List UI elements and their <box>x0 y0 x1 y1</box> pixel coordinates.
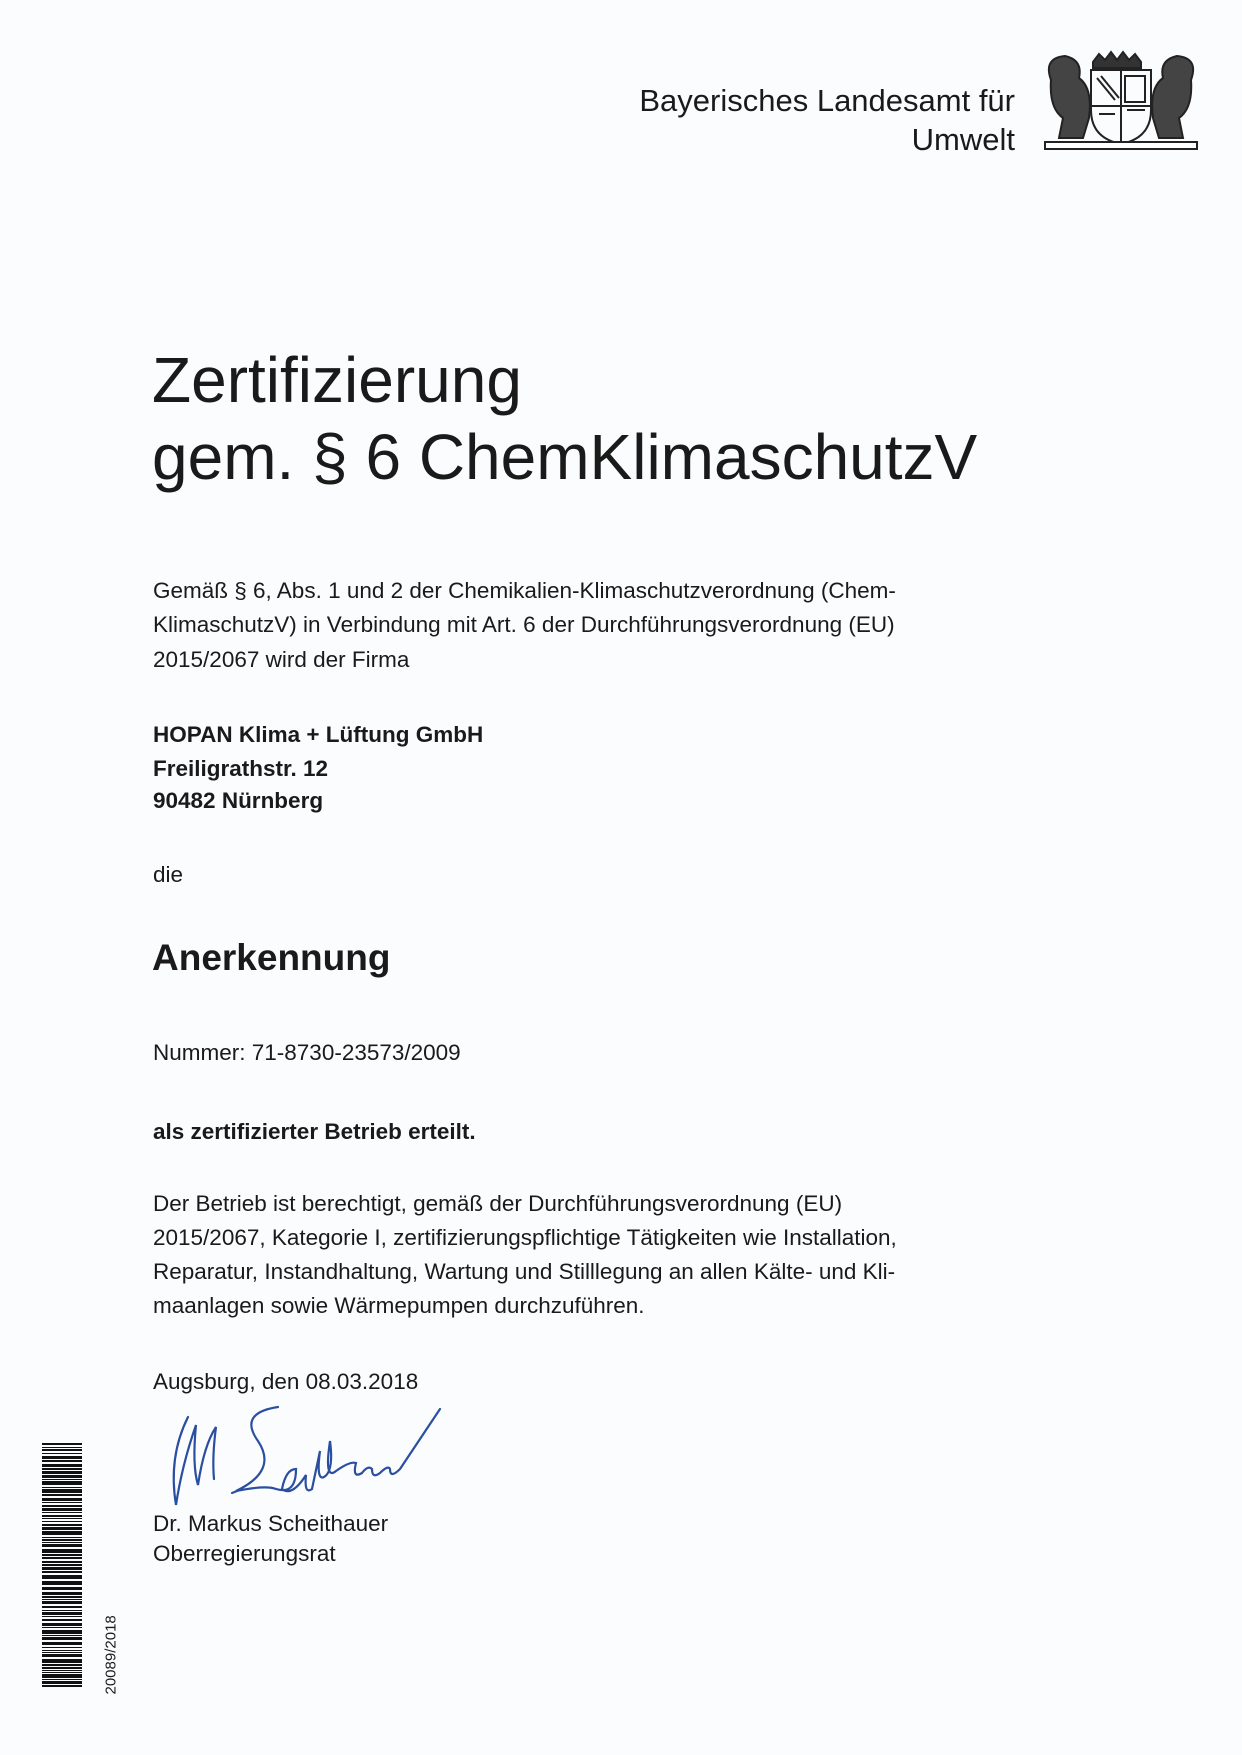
barcode-bar <box>42 1481 82 1485</box>
barcode-bar <box>42 1498 82 1501</box>
barcode-bar <box>42 1659 82 1663</box>
barcode-bar <box>42 1672 82 1673</box>
barcode-bar <box>42 1592 82 1595</box>
barcode-bar <box>42 1505 82 1507</box>
barcode-bar <box>42 1654 82 1657</box>
barcode-bar <box>42 1650 82 1651</box>
barcode-bar <box>42 1537 82 1538</box>
barcode-bar <box>42 1460 82 1462</box>
barcode-bar <box>42 1564 82 1566</box>
barcode-bar <box>42 1557 82 1559</box>
barcode-bar <box>42 1539 82 1541</box>
barcode-bar <box>42 1581 82 1585</box>
barcode-bar <box>42 1447 82 1448</box>
barcode-bar <box>42 1475 82 1478</box>
barcode-bar <box>42 1674 82 1678</box>
barcode-bar <box>42 1652 82 1653</box>
place-date: Augsburg, den 08.03.2018 <box>153 1369 419 1394</box>
barcode-bar <box>42 1487 82 1488</box>
intro-line: KlimaschutzV) in Verbindung mit Art. 6 der Durchführungsverordnung (EU) <box>153 612 895 637</box>
barcode-bar <box>42 1612 82 1615</box>
signature <box>160 1395 520 1515</box>
agency-name-line2: Umwelt <box>911 122 1015 157</box>
barcode-bar <box>42 1637 82 1640</box>
title-line1: Zertifizierung <box>152 344 522 416</box>
barcode-bar <box>42 1544 82 1547</box>
barcode-bar <box>42 1619 82 1621</box>
barcode-bar <box>42 1601 82 1604</box>
barcode-bar <box>42 1647 82 1648</box>
barcode-bar <box>42 1502 82 1503</box>
barcode-bar <box>42 1685 82 1687</box>
barcode-bar <box>42 1489 82 1493</box>
barcode-bar <box>42 1630 82 1634</box>
company-street: Freiligrathstr. 12 <box>153 756 329 781</box>
barcode-bar <box>42 1512 82 1513</box>
agency-name-line1: Bayerisches Landesamt für <box>639 83 1015 118</box>
barcode-bar <box>42 1518 82 1519</box>
barcode-bar <box>42 1561 82 1563</box>
barcode-bar <box>42 1681 82 1684</box>
barcode-bar <box>42 1527 82 1530</box>
barcode-bar <box>42 1515 82 1517</box>
title-line2: gem. § 6 ChemKlimaschutzV <box>152 421 978 493</box>
heading-anerkennung: Anerkennung <box>152 937 391 978</box>
barcode-bar <box>42 1627 82 1628</box>
barcode-bar <box>42 1471 82 1474</box>
coat-of-arms-logo <box>1041 50 1201 152</box>
company-city: 90482 Nürnberg <box>153 788 324 813</box>
barcode-bar <box>42 1456 82 1459</box>
signer-name: Dr. Markus Scheithauer <box>153 1511 389 1536</box>
barcode-bar <box>42 1679 82 1680</box>
barcode-number: 20089/2018 <box>102 1615 120 1695</box>
barcode-bar <box>42 1664 82 1666</box>
barcode-bar <box>42 1468 82 1470</box>
company-name: HOPAN Klima + Lüftung GmbH <box>153 722 484 747</box>
barcode-bar <box>42 1521 82 1522</box>
barcode-bar <box>42 1610 82 1611</box>
die-text: die <box>153 862 184 887</box>
certificate-number: Nummer: 71-8730-23573/2009 <box>153 1040 461 1065</box>
barcode-bar <box>42 1599 82 1600</box>
barcode-bar <box>42 1596 82 1598</box>
barcode-bar <box>42 1453 82 1454</box>
barcode-bar <box>42 1575 82 1579</box>
barcode-bar <box>42 1635 82 1636</box>
barcode-bar <box>42 1587 82 1590</box>
barcode-bar <box>42 1443 82 1445</box>
scope-line: maanlagen sowie Wärmepumpen durchzuführen. <box>153 1293 645 1318</box>
scope-line: 2015/2067, Kategorie I, zertifizierungspflichtige Tätigkeiten wie Installation, <box>153 1225 897 1250</box>
barcode-bar <box>42 1667 82 1669</box>
barcode-bar <box>42 1524 82 1526</box>
barcode-bar <box>42 1508 82 1511</box>
granted-text: als zertifizierter Betrieb erteilt. <box>153 1119 476 1144</box>
scope-line: Reparatur, Instandhaltung, Wartung und Stilllegung an allen Kälte- und Kli- <box>153 1259 896 1284</box>
barcode-bar <box>42 1542 82 1543</box>
barcode-bar <box>42 1494 82 1496</box>
barcode-bar <box>42 1670 82 1671</box>
barcode-bar <box>42 1554 82 1556</box>
barcode-bar <box>42 1549 82 1553</box>
scope-line: Der Betrieb ist berechtigt, gemäß der Durchführungsverordnung (EU) <box>153 1191 843 1216</box>
barcode <box>42 1443 82 1692</box>
barcode-bar <box>42 1606 82 1608</box>
barcode-bar <box>42 1642 82 1645</box>
barcode-bar <box>42 1623 82 1626</box>
intro-line: 2015/2067 wird der Firma <box>153 647 410 672</box>
barcode-bar <box>42 1464 82 1467</box>
barcode-bar <box>42 1479 82 1480</box>
barcode-bar <box>42 1567 82 1570</box>
barcode-bar <box>42 1531 82 1535</box>
barcode-bar <box>42 1571 82 1573</box>
barcode-bar <box>42 1616 82 1617</box>
barcode-bar <box>42 1449 82 1451</box>
intro-line: Gemäß § 6, Abs. 1 und 2 der Chemikalien-Klimaschutzverordnung (Chem- <box>153 578 896 603</box>
signer-role: Oberregierungsrat <box>153 1541 336 1566</box>
